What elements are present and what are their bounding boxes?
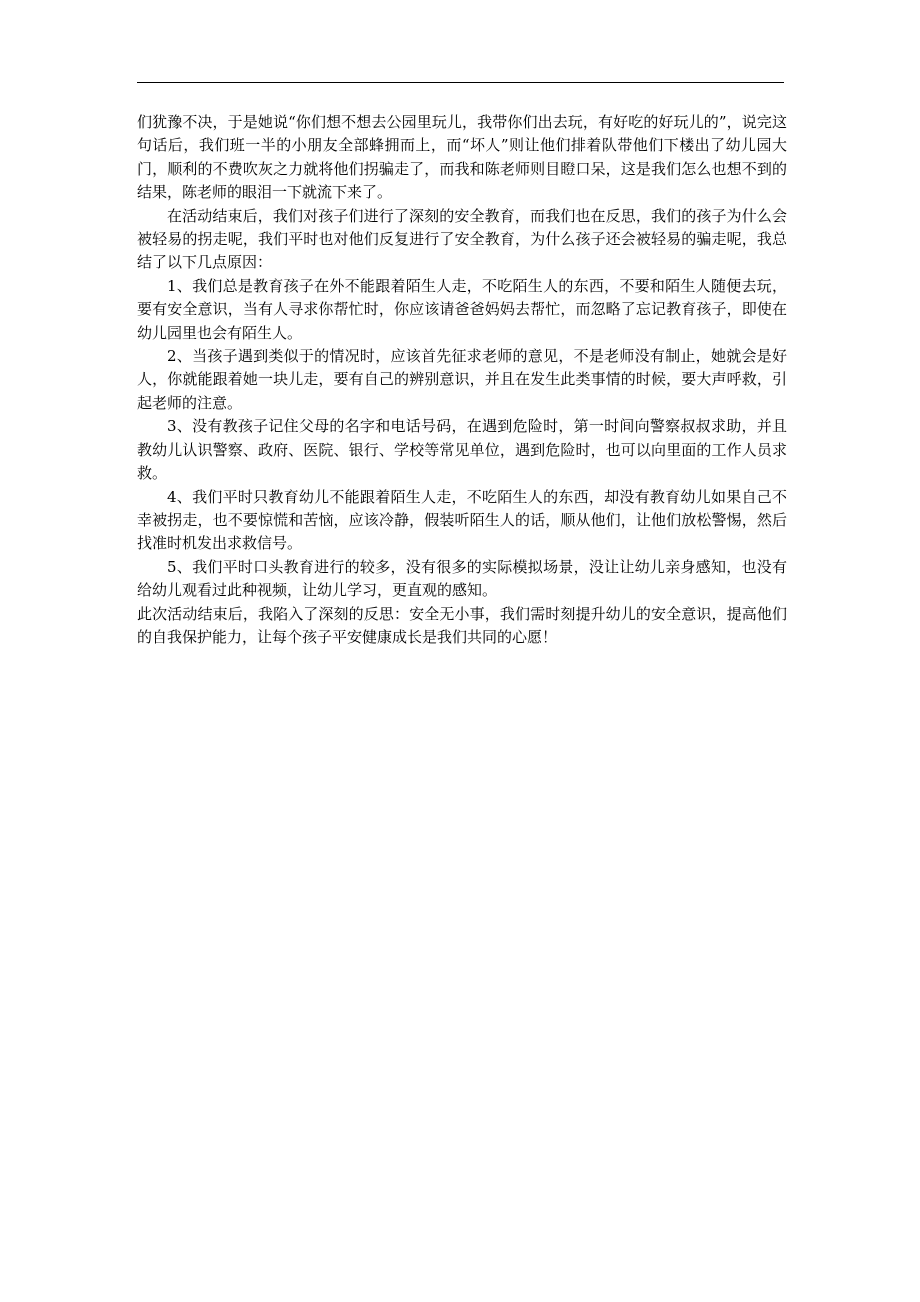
paragraph-reason-5: 5、我们平时口头教育进行的较多，没有很多的实际模拟场景，没让让幼儿亲身感知，也没有给幼儿观看过此种视频，让幼儿学习，更直观的感知。 — [137, 557, 787, 600]
paragraph-reflection: 在活动结束后，我们对孩子们进行了深刻的安全教育，而我们也在反思，我们的孩子为什么会被轻易的拐走呢，我们平时也对他们反复进行了安全教育，为什么孩子还会被轻易的骗走呢，我总结了以下几点原因： — [137, 206, 787, 272]
paragraph-reason-1: 1、我们总是教育孩子在外不能跟着陌生人走，不吃陌生人的东西，不要和陌生人随便去玩，要有安全意识，当有人寻求你帮忙时，你应该请爸爸妈妈去帮忙，而忽略了忘记教育孩子，即使在幼儿园里也会有陌生人。 — [137, 276, 787, 342]
paragraph-reason-4: 4、我们平时只教育幼儿不能跟着陌生人走，不吃陌生人的东西，却没有教育幼儿如果自己不幸被拐走，也不要惊慌和苦恼，应该冷静，假装听陌生人的话，顺从他们，让他们放松警惕，然后找准时机发出求救信号。 — [137, 487, 787, 553]
paragraph-conclusion: 此次活动结束后，我陷入了深刻的反思：安全无小事，我们需时刻提升幼儿的安全意识，提高他们的自我保护能力，让每个孩子平安健康成长是我们共同的心愿！ — [137, 604, 787, 646]
paragraph-continuation: 们犹豫不决，于是她说“你们想不想去公园里玩儿，我带你们出去玩，有好吃的好玩儿的”，说完这句话后，我们班一半的小朋友全部蜂拥而上，而“坏人”则让他们排着队带他们下楼出了幼儿园大门，顺利的不费吹灰之力就将他们拐骗走了，而我和陈老师则目瞪口呆，这是我们怎么也想不到的结果，陈老师的眼泪一下就流下来了。 — [137, 113, 787, 202]
header-rule — [137, 82, 784, 83]
paragraph-reason-3: 3、没有教孩子记住父母的名字和电话号码，在遇到危险时，第一时间向警察叔叔求助，并且教幼儿认识警察、政府、医院、银行、学校等常见单位，遇到危险时，也可以向里面的工作人员求救。 — [137, 417, 787, 483]
paragraph-reason-2: 2、当孩子遇到类似于的情况时，应该首先征求老师的意见，不是老师没有制止，她就会是好人，你就能跟着她一块儿走，要有自己的辨别意识，并且在发生此类事情的时候，要大声呼救，引起老师的注意。 — [137, 347, 787, 412]
document-body — [137, 111, 787, 649]
